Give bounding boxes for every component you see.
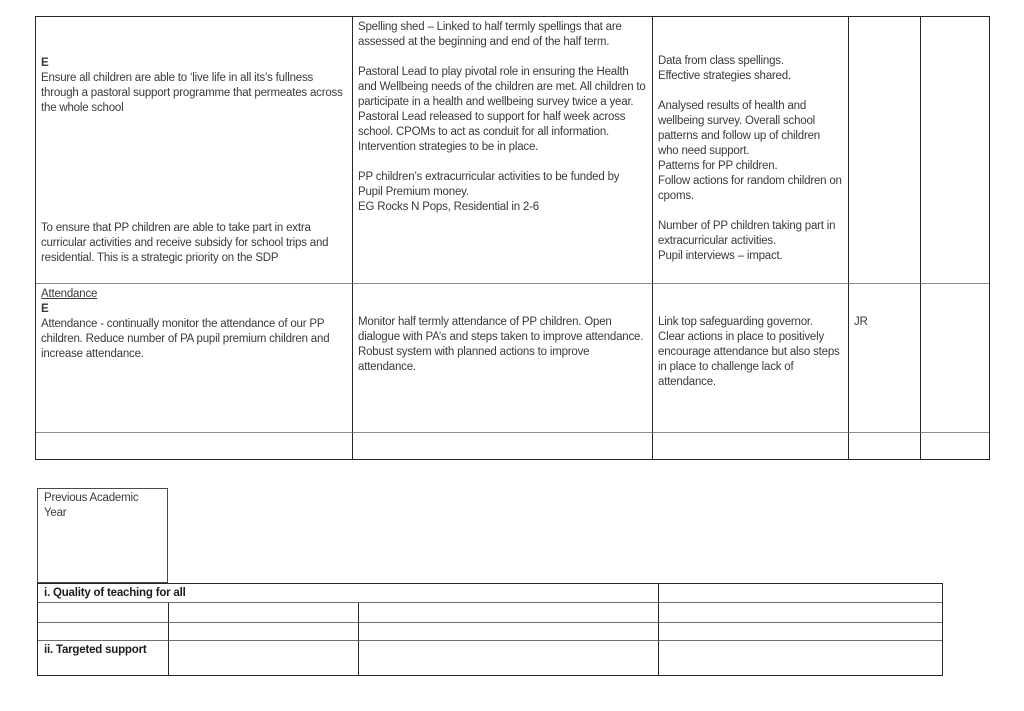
paragraph: Patterns for PP children. bbox=[658, 160, 778, 172]
cell-objective-pastoral bbox=[36, 17, 353, 284]
paragraph: Data from class spellings. bbox=[658, 55, 784, 67]
cell-monitoring-pastoral bbox=[653, 17, 849, 284]
cell-objective-attendance bbox=[36, 284, 353, 433]
section-ii-label: ii. Targeted support bbox=[44, 644, 147, 656]
cell-actions-attendance bbox=[353, 284, 653, 433]
empty-cell bbox=[169, 603, 359, 623]
table-row bbox=[36, 284, 989, 433]
table-row bbox=[36, 17, 989, 284]
section-row-targeted bbox=[38, 641, 942, 675]
section-row-quality bbox=[38, 584, 942, 603]
paragraph: Effective strategies shared. bbox=[658, 70, 791, 82]
paragraph: E bbox=[41, 57, 49, 69]
cell-actions-pastoral bbox=[353, 17, 653, 284]
cell-lead-empty bbox=[849, 17, 921, 284]
empty-cell bbox=[353, 433, 653, 459]
empty-cell bbox=[169, 641, 359, 675]
paragraph: JR bbox=[854, 316, 868, 328]
empty-cell bbox=[659, 641, 942, 675]
empty-cell bbox=[359, 641, 659, 675]
paragraph: EG Rocks N Pops, Residential in 2-6 bbox=[358, 201, 539, 213]
paragraph: Link top safeguarding governor. Clear actions in place to positively encourage attendance but also steps in place to challenge lack of attendance. bbox=[658, 316, 840, 388]
empty-cell bbox=[653, 433, 849, 459]
paragraph: Attendance - continually monitor the attendance of our PP children. Reduce number of PA pupil premium children and increase attendance. bbox=[41, 318, 330, 360]
paragraph: Analysed results of health and wellbeing survey. Overall school patterns and follow up of children who need support. bbox=[658, 100, 820, 157]
table-row-empty bbox=[38, 603, 942, 623]
empty-cell bbox=[659, 584, 942, 603]
paragraph: E bbox=[41, 303, 49, 315]
previous-academic-year-label: Previous Academic Year bbox=[44, 492, 139, 519]
strategy-table bbox=[35, 16, 990, 460]
empty-cell bbox=[359, 603, 659, 623]
paragraph: Spelling shed – Linked to half termly spellings that are assessed at the beginning and end of the half term. bbox=[358, 21, 622, 48]
section-label-cell bbox=[38, 584, 659, 603]
paragraph: Intervention strategies to be in place. bbox=[358, 141, 539, 153]
cell-extra-empty bbox=[921, 17, 989, 284]
previous-academic-year-cell bbox=[37, 488, 168, 583]
empty-cell bbox=[921, 433, 989, 459]
paragraph: PP children’s extracurricular activities to be funded by Pupil Premium money. bbox=[358, 171, 620, 198]
cell-monitoring-attendance bbox=[653, 284, 849, 433]
empty-cell bbox=[849, 433, 921, 459]
table-row-empty bbox=[36, 433, 989, 459]
paragraph: Pastoral Lead to play pivotal role in ensuring the Health and Wellbeing needs of the children are met. All children to participate in a health and wellbeing survey twice a year. bbox=[358, 66, 646, 108]
empty-cell bbox=[38, 623, 169, 641]
empty-cell bbox=[359, 623, 659, 641]
section-i-label: i. Quality of teaching for all bbox=[44, 587, 186, 599]
cell-lead-initials bbox=[849, 284, 921, 433]
summary-table bbox=[37, 583, 943, 676]
empty-cell bbox=[659, 623, 942, 641]
paragraph: Pupil interviews – impact. bbox=[658, 250, 783, 262]
paragraph: Attendance bbox=[41, 288, 98, 300]
paragraph: Ensure all children are able to ‘live life in all its’s fullness through a pastoral support programme that permeates across the whole school bbox=[41, 72, 343, 114]
empty-cell bbox=[38, 603, 169, 623]
empty-cell bbox=[36, 433, 353, 459]
empty-cell bbox=[169, 623, 359, 641]
cell-extra-empty bbox=[921, 284, 989, 433]
paragraph: To ensure that PP children are able to take part in extra curricular activities and receive subsidy for school trips and residential. This is a strategic priority on the SDP bbox=[41, 222, 329, 264]
table-row-empty bbox=[38, 623, 942, 641]
paragraph: Pastoral Lead released to support for half week across school. CPOMs to act as conduit for all information. bbox=[358, 111, 626, 138]
paragraph: Monitor half termly attendance of PP children. Open dialogue with PA’s and steps taken to improve attendance. Robust system with planned actions to improve attendance. bbox=[358, 316, 644, 373]
section-label-cell bbox=[38, 641, 169, 675]
paragraph: Number of PP children taking part in extracurricular activities. bbox=[658, 220, 836, 247]
paragraph: Follow actions for random children on cpoms. bbox=[658, 175, 842, 202]
empty-cell bbox=[659, 603, 942, 623]
